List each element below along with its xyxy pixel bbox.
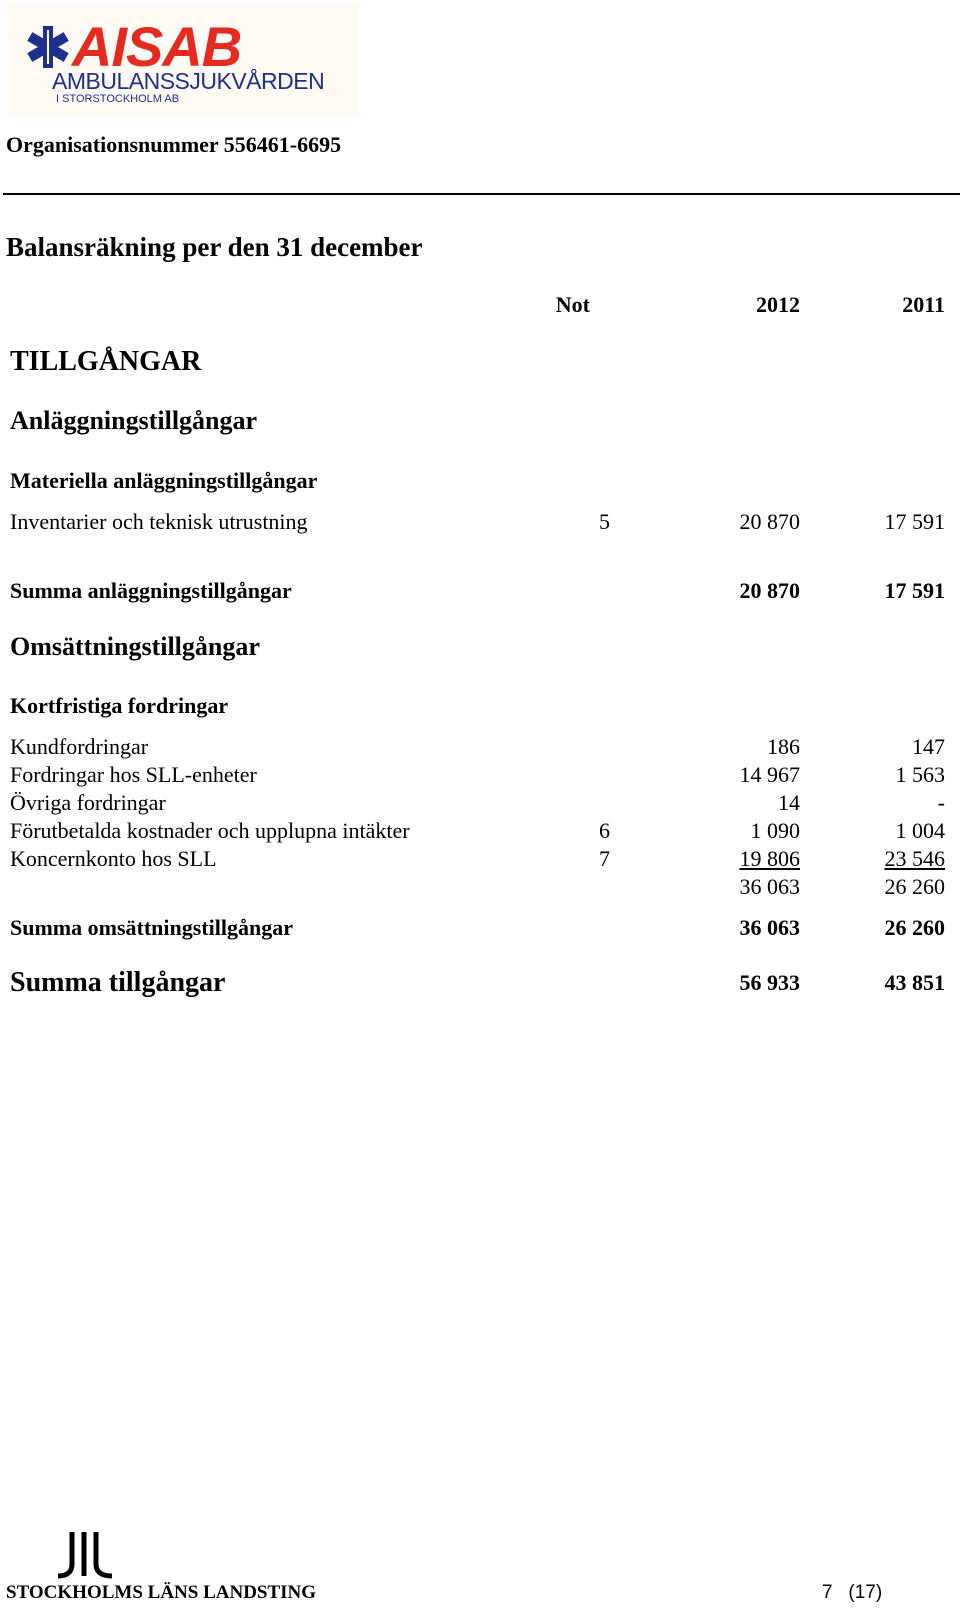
sum-assets-label: Summa tillgångar <box>10 967 226 998</box>
row-value-2011: 147 <box>912 734 945 759</box>
section-assets: TILLGÅNGAR <box>10 346 202 377</box>
row-label: Fordringar hos SLL-enheter <box>10 762 257 787</box>
subtotal-2011: 26 260 <box>884 874 945 899</box>
row-value-2011: - <box>937 790 945 815</box>
row-value-2012: 1 090 <box>750 818 800 843</box>
sum-assets-2011: 43 851 <box>884 970 945 995</box>
row-label: Inventarier och teknisk utrustning <box>10 509 308 534</box>
section-short-receivables: Kortfristiga fordringar <box>10 693 229 718</box>
col-header-2011: 2011 <box>902 292 945 317</box>
row-label: Förutbetalda kostnader och upplupna intäkter <box>10 818 410 843</box>
row-value-2012: 20 870 <box>739 509 800 534</box>
row-value-2012: 14 <box>778 790 800 815</box>
row-value-2012: 186 <box>767 734 800 759</box>
sum-current-label: Summa omsättningstillgångar <box>10 915 293 940</box>
star-of-life-icon <box>26 24 70 70</box>
row-value-2012: 19 806 <box>739 846 800 871</box>
row-value-2012: 14 967 <box>739 762 800 787</box>
sll-logo-icon <box>52 1530 118 1580</box>
footer-org-name: STOCKHOLMS LÄNS LANDSTING <box>6 1582 317 1603</box>
row-value-2011: 17 591 <box>884 509 945 534</box>
aisab-logo <box>8 4 358 116</box>
row-value-2011: 1 563 <box>895 762 945 787</box>
row-value-2011: 23 546 <box>884 846 945 871</box>
page-number: 7 (17) <box>822 1582 883 1603</box>
section-current-assets: Omsättningstillgångar <box>10 632 260 661</box>
row-note: 7 <box>599 846 610 871</box>
row-value-2011: 1 004 <box>895 818 945 843</box>
sum-current-2012: 36 063 <box>739 915 800 940</box>
row-label: Övriga fordringar <box>10 790 166 815</box>
org-number: Organisationsnummer 556461-6695 <box>6 132 342 157</box>
row-note: 6 <box>599 818 610 843</box>
col-header-2012: 2012 <box>756 292 800 317</box>
page-title: Balansräkning per den 31 december <box>6 232 423 262</box>
sum-current-2011: 26 260 <box>884 915 945 940</box>
section-fixed-assets: Anläggningstillgångar <box>10 406 258 435</box>
divider <box>3 193 960 195</box>
section-tangible: Materiella anläggningstillgångar <box>10 468 318 493</box>
row-label: Kundfordringar <box>10 734 149 759</box>
sum-fixed-label: Summa anläggningstillgångar <box>10 578 292 603</box>
row-note: 5 <box>599 509 610 534</box>
logo-subtitle-small: I STORSTOCKHOLM AB <box>56 93 180 105</box>
logo-brand-text: AISAB <box>72 15 242 78</box>
logo-subtitle: AMBULANSSJUKVÅRDEN <box>52 68 325 94</box>
sum-fixed-2011: 17 591 <box>884 578 945 603</box>
sum-fixed-2012: 20 870 <box>739 578 800 603</box>
subtotal-2012: 36 063 <box>739 874 800 899</box>
col-header-note: Not <box>555 292 590 317</box>
sum-assets-2012: 56 933 <box>739 970 800 995</box>
row-label: Koncernkonto hos SLL <box>10 846 217 871</box>
